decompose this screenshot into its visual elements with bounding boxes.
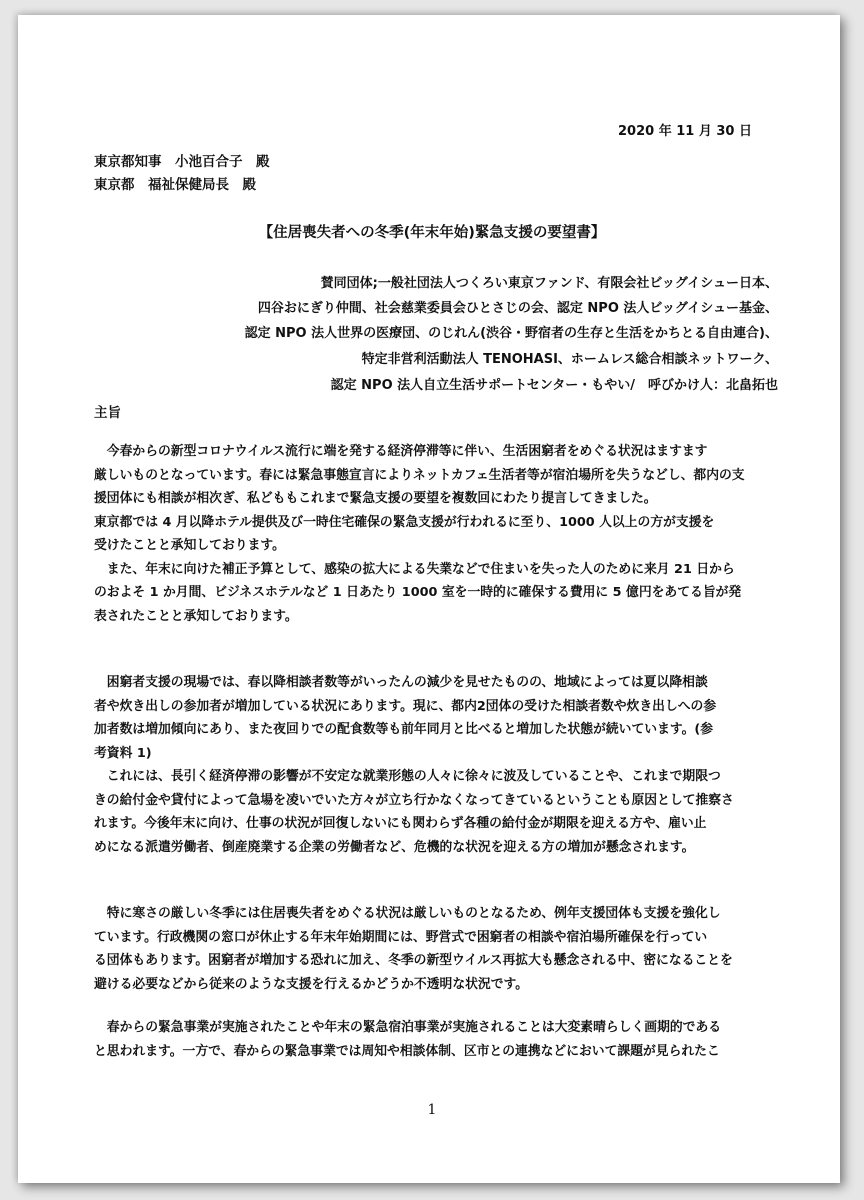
body-line: 今春からの新型コロナウイルス流行に端を発する経済停滞等に伴い、生活困窮者をめぐる状況はますます	[94, 444, 708, 459]
body-line: 援団体にも相談が相次ぎ、私どももこれまで緊急支援の要望を複数回にわたり提言してきました。	[94, 491, 657, 506]
supporters-line: 認定 NPO 法人自立生活サポートセンター・もやい/ 呼びかけ人：北畠拓也	[330, 378, 778, 393]
body-line: れます。今後年末に向け、仕事の状況が回復しないにも関わらず各種の給付金が期限を迎える方や、雇い止	[94, 816, 707, 831]
body-line: これには、長引く経済停滞の影響が不安定な就業形態の人々に徐々に波及していることや、これまで期限つ	[94, 769, 721, 784]
addressee-bureau-director: 東京都 福祉保健局長 殿	[94, 177, 256, 193]
body-line: 春からの緊急事業が実施されたことや年末の緊急宿泊事業が実施されることは大変素晴らしく画期的である	[94, 1020, 722, 1035]
body-line: 特に寒さの厳しい冬季には住居喪失者をめぐる状況は厳しいものとなるため、例年支援団体も支援を強化し	[94, 906, 721, 921]
body-line: 厳しいものとなっています。春には緊急事態宣言によりネットカフェ生活者等が宿泊場所を失うなどし、都内の支	[94, 467, 745, 483]
body-line: 加者数は増加傾向にあり、また夜回りでの配食数等も前年同月と比べると増加した状態が続いています。(参	[94, 722, 714, 737]
body-line: 考資料 1)	[94, 745, 152, 761]
body-line: きの給付金や貸付によって急場を凌いでいた方々が立ち行かなくなってきているということも原因として推察さ	[94, 792, 734, 808]
body-line: 者や炊き出しの参加者が増加している状況にあります。現に、都内2団体の受けた相談者数や炊き出しへの参	[94, 698, 717, 714]
body-line: 困窮者支援の現場では、春以降相談者数等がいったんの減少を見せたものの、地域によっては夏以降相談	[94, 675, 708, 690]
supporters-line: 特定非営利活動法人 TENOHASI、ホームレス総合相談ネットワーク、	[361, 352, 778, 367]
body-paragraph-4	[94, 1016, 782, 1063]
document-title: 【住居喪失者への冬季(年末年始)緊急支援の要望書】	[258, 225, 606, 241]
body-paragraph-2	[94, 671, 782, 859]
body-line: 避ける必要などから従来のような支援を行えるかどうか不透明な状況です。	[94, 976, 529, 992]
body-line: る団体もあります。困窮者が増加する恐れに加え、冬季の新型ウイルス再拡大も懸念される中、密になることを	[94, 953, 733, 968]
supporters-line: 賛同団体;一般社団法人つくろい東京ファンド、有限会社ビッグイシュー日本、	[320, 276, 778, 291]
body-line: 受けたことと承知しております。	[94, 538, 285, 553]
body-line: また、年末に向けた補正予算として、感染の拡大による失業などで住まいを失った人のために来月 21 日から	[94, 561, 735, 577]
body-line: と思われます。一方で、春からの緊急事業では周知や相談体制、区市との連携などにおいて課題が見られたこ	[94, 1043, 720, 1059]
body-line: 東京都では 4 月以降ホテル提供及び一時住宅確保の緊急支援が行われるに至り、1000 人以上の方が支援を	[94, 514, 715, 530]
addressee-governor: 東京都知事 小池百合子 殿	[94, 154, 270, 170]
body-line: のおよそ 1 か月間、ビジネスホテルなど 1 日あたり 1000 室を一時的に確保する費用に 5 億円をあてる旨が発	[94, 585, 742, 600]
section-label: 主旨	[94, 405, 121, 421]
body-line: めになる派遣労働者、倒産廃業する企業の労働者など、危機的な状況を迎える方の増加が懸念されます。	[94, 839, 695, 855]
body-paragraph-1	[94, 440, 782, 628]
body-paragraph-3	[94, 902, 782, 996]
body-line: ています。行政機関の窓口が休止する年末年始期間には、野営式で困窮者の相談や宿泊場所確保を行ってい	[94, 929, 708, 945]
supporters-line: 四谷おにぎり仲間、社会慈業委員会ひとさじの会、認定 NPO 法人ビッグイシュー基金、	[257, 301, 778, 316]
body-line: 表されたことと承知しております。	[94, 608, 298, 624]
supporters-line: 認定 NPO 法人世界の医療団、のじれん(渋谷・野宿者の生存と生活をかちとる自由連合)、	[244, 326, 778, 341]
document-date: 2020 年 11 月 30 日	[618, 124, 752, 139]
page-number: 1	[427, 1102, 437, 1118]
